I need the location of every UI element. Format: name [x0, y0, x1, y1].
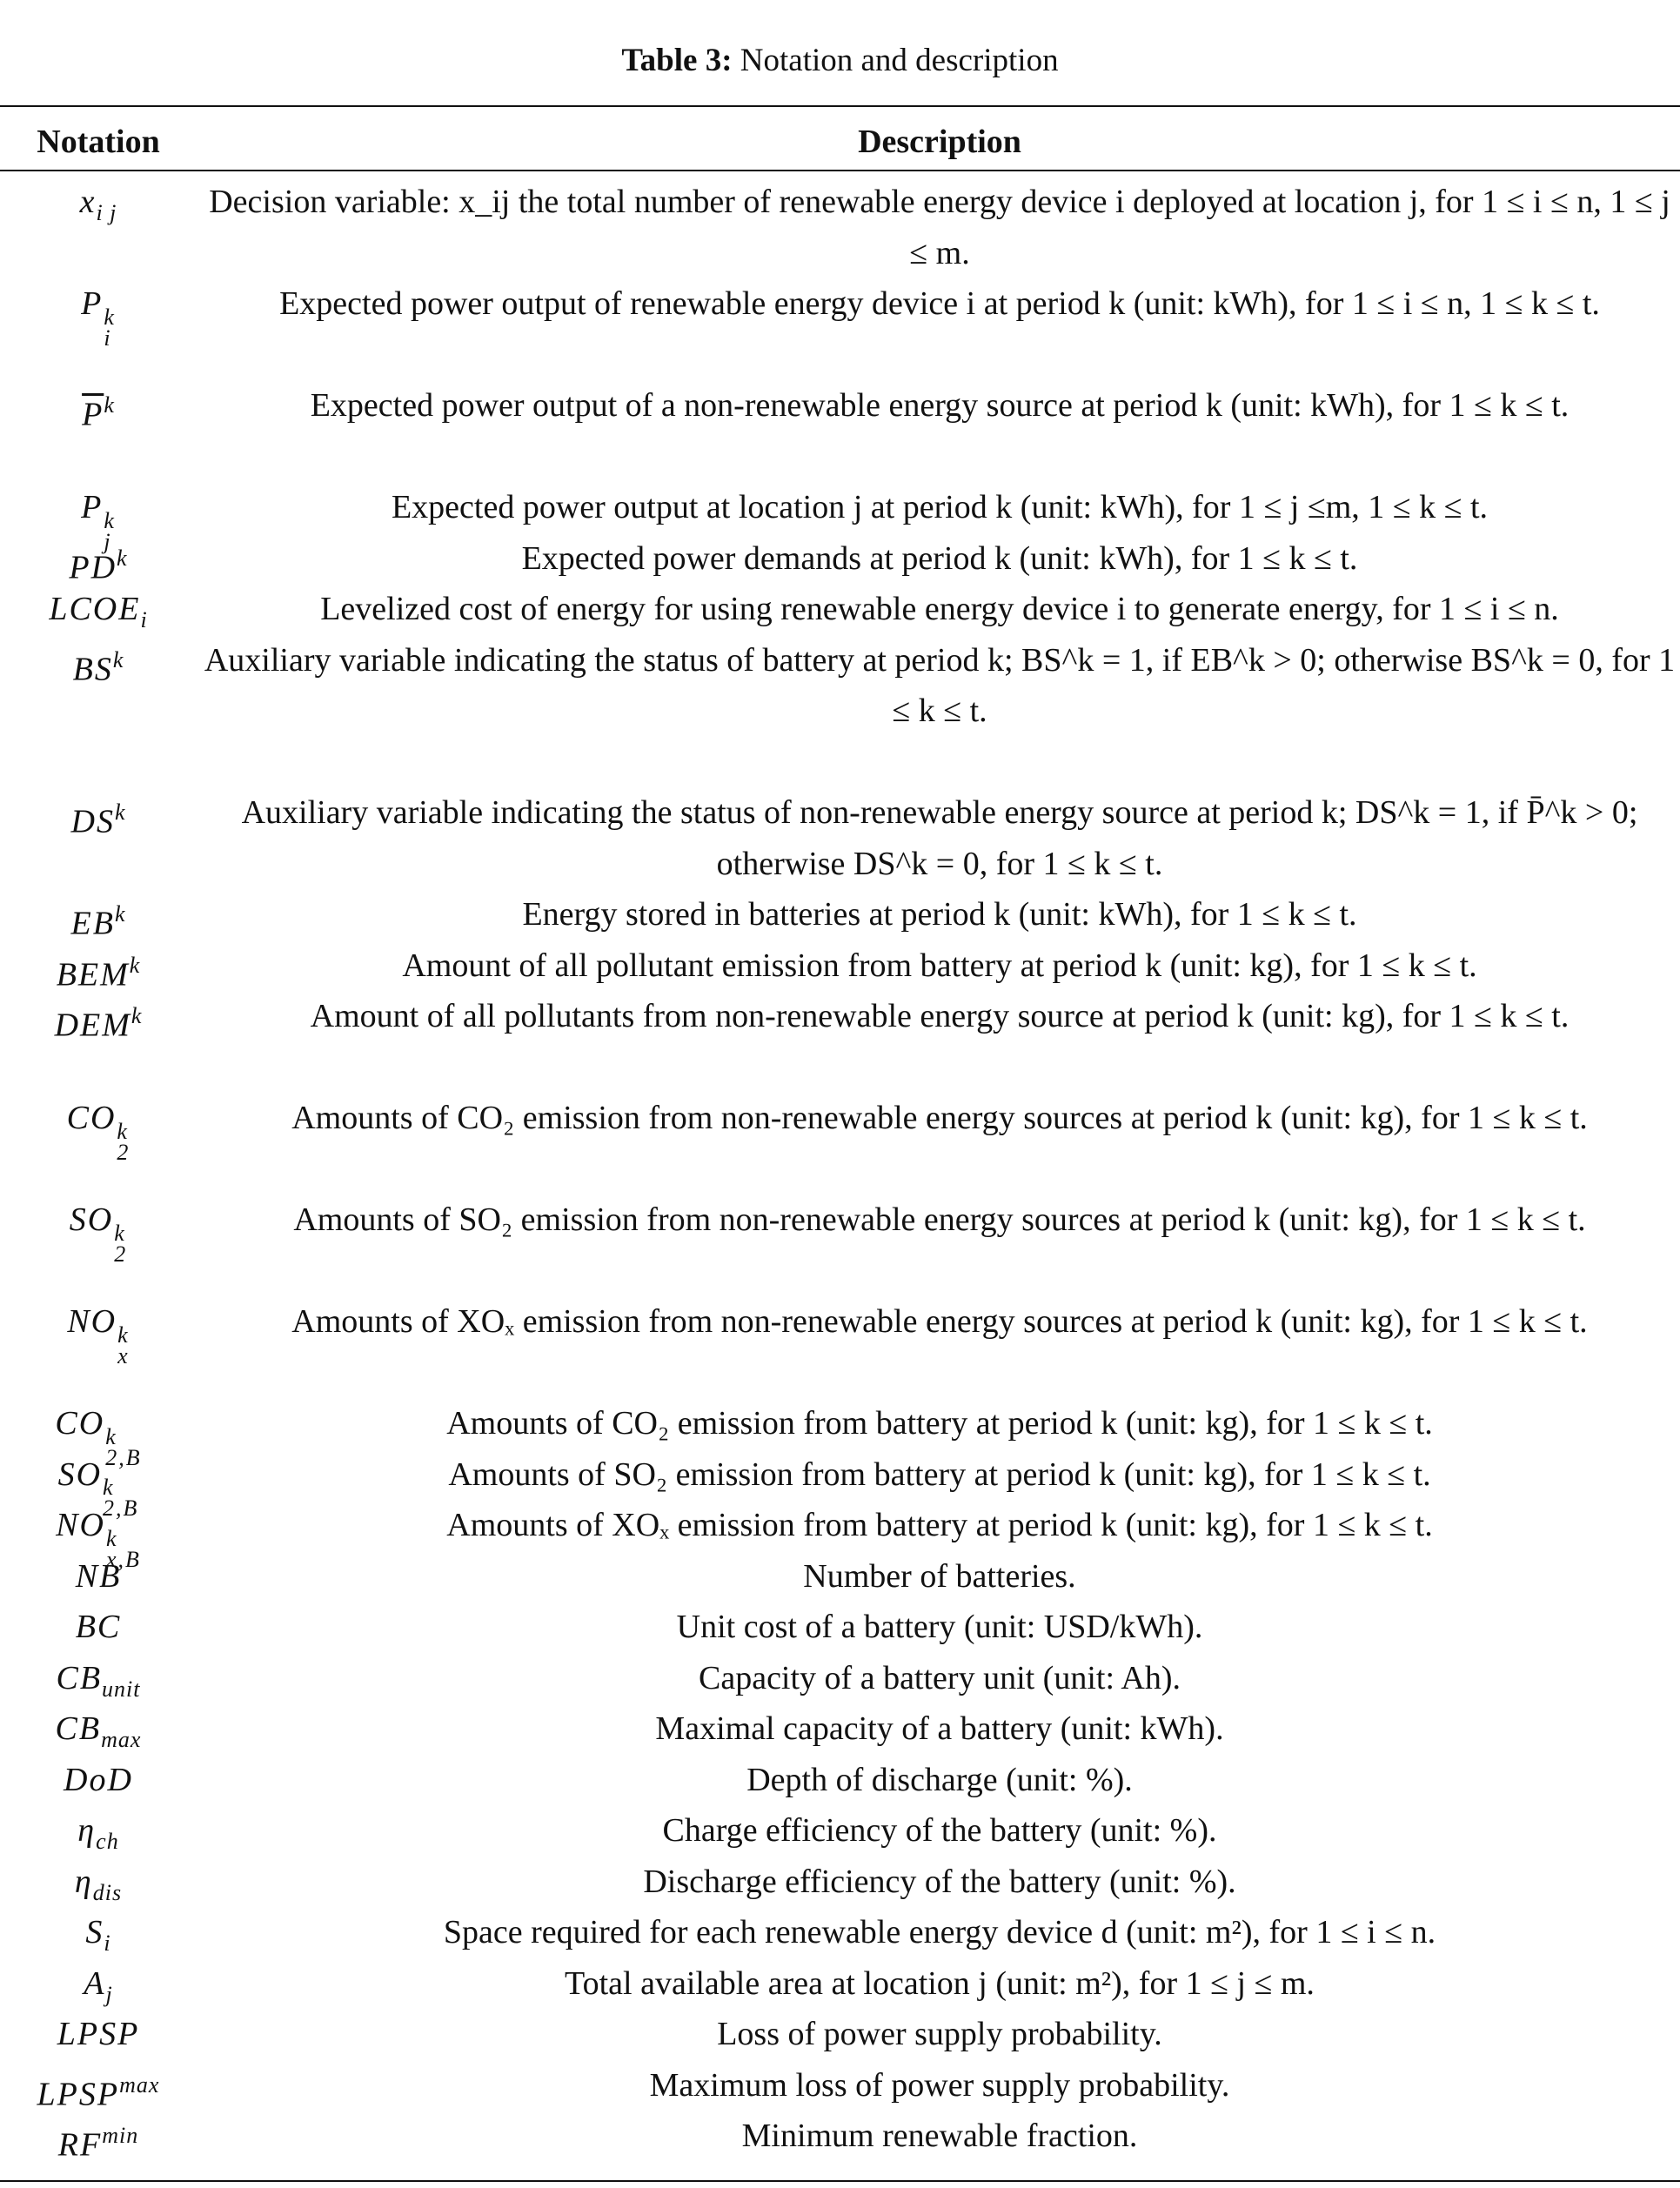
rule-mid — [0, 170, 1680, 171]
notation-superscript: k — [104, 507, 116, 533]
description-cell: Maximal capacity of a battery (unit: kWh). — [655, 1710, 1224, 1747]
notation-symbol: CB — [56, 1659, 103, 1696]
notation-symbol: LCOE — [49, 591, 141, 627]
notation-superscript: k — [117, 1321, 130, 1348]
notation-superscript: k — [112, 646, 124, 672]
notation-symbol: SO — [69, 1201, 114, 1238]
notation-symbol: SO — [57, 1455, 103, 1493]
notation-superscript: max — [119, 2071, 160, 2098]
table-row — [0, 1444, 1680, 1522]
notation-cell — [0, 1194, 197, 1296]
description-cell: Amounts of CO₂ emission from battery at period k (unit: kg), for 1 ≤ k ≤ t. — [446, 1405, 1433, 1442]
notation-symbol: EB — [70, 905, 115, 942]
notation-subscript: j — [105, 1981, 113, 2007]
table-body — [0, 177, 1680, 2162]
notation-superscript: k — [117, 545, 128, 571]
notation-symbol: LPSP — [57, 2016, 140, 2052]
notation-symbol: η — [74, 1863, 93, 1900]
notation-cell — [0, 1958, 197, 2010]
notation-subscript: dis — [92, 1879, 123, 1905]
notation-scripts — [117, 1321, 130, 1368]
notation-subscript: j — [104, 528, 112, 554]
notation-scripts — [104, 304, 116, 351]
notation-superscript: k — [104, 392, 115, 418]
notation-subscript: i — [140, 607, 148, 633]
description-cell: Expected power demands at period k (unit: kWh), for 1 ≤ k ≤ t. — [521, 539, 1358, 577]
notation-subscript: max — [101, 1727, 142, 1753]
table-row — [0, 787, 1680, 889]
description-cell: Amounts of XOₓ emission from non-renewable energy sources at period k (unit: kg), for 1 ≤ k ≤ t. — [291, 1303, 1588, 1340]
notation-superscript: k — [105, 1525, 118, 1551]
description-cell: Amounts of SO₂ emission from battery at period k (unit: kg), for 1 ≤ k ≤ t. — [448, 1455, 1431, 1493]
notation-superscript: k — [114, 1220, 126, 1246]
table-row — [0, 991, 1680, 1093]
notation-cell — [0, 1755, 197, 1806]
table-row — [0, 1703, 1680, 1755]
notation-symbol: x — [79, 184, 97, 220]
notation-subscript: 2,B — [105, 1444, 142, 1470]
notation-symbol: DS — [70, 803, 115, 840]
notation-cell — [0, 1093, 197, 1194]
notation-cell — [0, 1703, 197, 1755]
notation-cell — [0, 482, 197, 554]
description-cell: Amount of all pollutants from non-renewable energy source at period k (unit: kg), for 1 ≤ k ≤ t. — [310, 998, 1570, 1034]
table-row — [0, 1958, 1680, 2010]
notation-cell — [0, 1546, 197, 1603]
description-cell: Levelized cost of energy for using renewable energy device i to generate energy, for 1 ≤ i ≤ n. — [320, 591, 1559, 627]
table-row — [0, 380, 1680, 482]
notation-cell — [0, 380, 197, 482]
table-row — [0, 1755, 1680, 1806]
description-cell: Unit cost of a battery (unit: USD/kWh). — [676, 1609, 1203, 1645]
notation-cell — [0, 1602, 197, 1653]
notation-symbol: CO — [55, 1405, 105, 1442]
table-row — [0, 1093, 1680, 1194]
table-row — [0, 1857, 1680, 1908]
notation-symbol: BEM — [56, 955, 130, 993]
description-cell: Discharge efficiency of the battery (unit: %). — [643, 1863, 1236, 1900]
notation-symbol: CO — [66, 1100, 117, 1136]
notation-superscript: min — [102, 2123, 139, 2148]
notation-symbol: NO — [56, 1507, 105, 1543]
table-row — [0, 1653, 1680, 1704]
notation-cell — [0, 1398, 197, 1470]
description-cell: Depth of discharge (unit: %). — [746, 1761, 1133, 1798]
notation-cell — [0, 528, 197, 585]
notation-cell — [0, 1653, 197, 1704]
description-cell: Capacity of a battery unit (unit: Ah). — [698, 1659, 1181, 1696]
table-row — [0, 635, 1680, 788]
notation-symbol: S — [85, 1914, 104, 1950]
notation-symbol: CB — [55, 1710, 102, 1747]
table-row — [0, 1398, 1680, 1470]
description-cell: Total available area at location j (unit: m²), for 1 ≤ j ≤ m. — [565, 1964, 1315, 2002]
description-cell: Amounts of SO₂ emission from non-renewable energy sources at period k (unit: kg), for 1 ≤ k ≤ t. — [293, 1201, 1586, 1238]
description-cell: Amount of all pollutant emission from battery at period k (unit: kg), for 1 ≤ k ≤ t. — [402, 947, 1477, 984]
table-row — [0, 940, 1680, 992]
description-cell: Expected power output of renewable energy device i at period k (unit: kWh), for 1 ≤ i ≤ n, 1 ≤ k ≤ t. — [279, 285, 1600, 322]
description-cell: Auxiliary variable indicating the status of non-renewable energy source at period k; DS^k = 1, if P̄^k > 0; otherwise DS^k = 0, for 1 ≤ k ≤ t. — [241, 794, 1638, 882]
notation-cell — [0, 2009, 197, 2060]
table-row — [0, 2060, 1680, 2111]
notation-cell — [0, 2111, 197, 2162]
notation-superscript: k — [104, 304, 116, 330]
notation-symbol: PD — [69, 548, 117, 585]
table-row — [0, 1495, 1680, 1572]
table-row — [0, 1296, 1680, 1398]
table-row — [0, 1907, 1680, 1958]
description-cell: Decision variable: x_ij the total number of renewable energy device i deployed at location j, for 1 ≤ i ≤ n, 1 ≤ j ≤ m. — [209, 184, 1670, 271]
description-cell: Minimum renewable fraction. — [741, 2118, 1138, 2154]
notation-symbol: RF — [57, 2126, 103, 2164]
notation-cell — [0, 278, 197, 380]
notation-cell — [0, 889, 197, 940]
table-row — [0, 2111, 1680, 2162]
notation-superscript: k — [105, 1423, 117, 1449]
description-cell: Space required for each renewable energy device d (unit: m²), for 1 ≤ i ≤ n. — [443, 1914, 1436, 1950]
notation-superscript: k — [117, 1118, 129, 1144]
notation-superscript: k — [129, 952, 141, 978]
notation-superscript: k — [103, 1475, 115, 1501]
notation-subscript: i — [104, 1930, 111, 1957]
notation-symbol: NB — [75, 1557, 122, 1595]
table-row — [0, 1546, 1680, 1603]
notation-cell — [0, 1907, 197, 1958]
notation-symbol: P — [81, 285, 104, 322]
notation-cell — [0, 787, 197, 889]
description-cell: Expected power output of a non-renewable energy source at period k (unit: kWh), for 1 ≤ k ≤ t. — [310, 387, 1570, 424]
notation-scripts — [117, 1118, 131, 1165]
table-row — [0, 2009, 1680, 2060]
table-row — [0, 528, 1680, 585]
notation-subscript: 2 — [114, 1241, 128, 1267]
notation-symbol: DoD — [64, 1761, 133, 1798]
rule-bottom — [0, 2180, 1680, 2182]
notation-subscript: unit — [102, 1676, 141, 1702]
notation-symbol: NO — [67, 1303, 117, 1340]
notation-scripts — [114, 1220, 128, 1267]
notation-subscript: i — [104, 325, 112, 351]
description-cell: Amounts of CO₂ emission from non-renewable energy sources at period k (unit: kg), for 1 ≤ k ≤ t. — [291, 1100, 1588, 1136]
description-cell: Maximum loss of power supply probability. — [649, 2066, 1230, 2104]
notation-cell — [0, 991, 197, 1093]
notation-subscript: x,B — [105, 1546, 141, 1572]
notation-cell — [0, 1444, 197, 1522]
notation-cell — [0, 1495, 197, 1572]
description-cell: Amounts of XOₓ emission from battery at period k (unit: kg), for 1 ≤ k ≤ t. — [446, 1507, 1433, 1543]
notation-subscript: 2,B — [103, 1495, 139, 1522]
table-row — [0, 1805, 1680, 1857]
notation-cell — [0, 940, 197, 992]
table-row — [0, 584, 1680, 635]
notation-subscript: 2 — [117, 1139, 131, 1165]
description-cell: Energy stored in batteries at period k (unit: kWh), for 1 ≤ k ≤ t. — [522, 896, 1357, 933]
table-row — [0, 278, 1680, 380]
table-row — [0, 1602, 1680, 1653]
caption-label: Table 3: — [621, 43, 733, 78]
notation-symbol: P — [81, 489, 104, 525]
table-row — [0, 482, 1680, 554]
notation-superscript: k — [131, 1003, 143, 1028]
description-cell: Expected power output at location j at period k (unit: kWh), for 1 ≤ j ≤m, 1 ≤ k ≤ t. — [391, 489, 1489, 525]
description-cell: Loss of power supply probability. — [717, 2016, 1162, 2052]
notation-cell — [0, 1805, 197, 1857]
notation-subscript: x — [117, 1342, 130, 1368]
notation-subscript: ch — [96, 1829, 119, 1855]
notation-symbol: LPSP — [37, 2075, 120, 2112]
notation-subscript: i j — [96, 200, 117, 226]
description-cell: Charge efficiency of the battery (unit: %). — [662, 1812, 1217, 1849]
notation-cell — [0, 584, 197, 635]
header-notation: Notation — [37, 124, 160, 160]
notation-symbol: BS — [72, 650, 113, 687]
notation-symbol: η — [77, 1812, 97, 1849]
notation-cell — [0, 177, 197, 278]
notation-superscript: k — [114, 901, 126, 927]
table-row — [0, 177, 1680, 278]
notation-cell — [0, 2060, 197, 2111]
notation-symbol: DEM — [54, 1007, 131, 1044]
notation-symbol: BC — [75, 1609, 122, 1645]
notation-superscript: k — [114, 800, 126, 825]
rule-top — [0, 105, 1680, 107]
description-cell: Number of batteries. — [803, 1557, 1076, 1595]
table-row — [0, 1194, 1680, 1296]
notation-cell — [0, 635, 197, 788]
caption-text: Notation and description — [740, 43, 1059, 78]
notation-symbol: A — [84, 1964, 106, 2002]
notation-cell — [0, 1857, 197, 1908]
header-description: Description — [858, 124, 1021, 160]
table-row — [0, 889, 1680, 940]
description-cell: Auxiliary variable indicating the status of battery at period k; BS^k = 1, if EB^k > 0; otherwise BS^k = 0, for 1 ≤ k ≤ t. — [204, 641, 1676, 729]
table-caption — [0, 38, 1680, 84]
notation-symbol: $\overline{P}$ — [82, 396, 104, 433]
notation-cell — [0, 1296, 197, 1398]
